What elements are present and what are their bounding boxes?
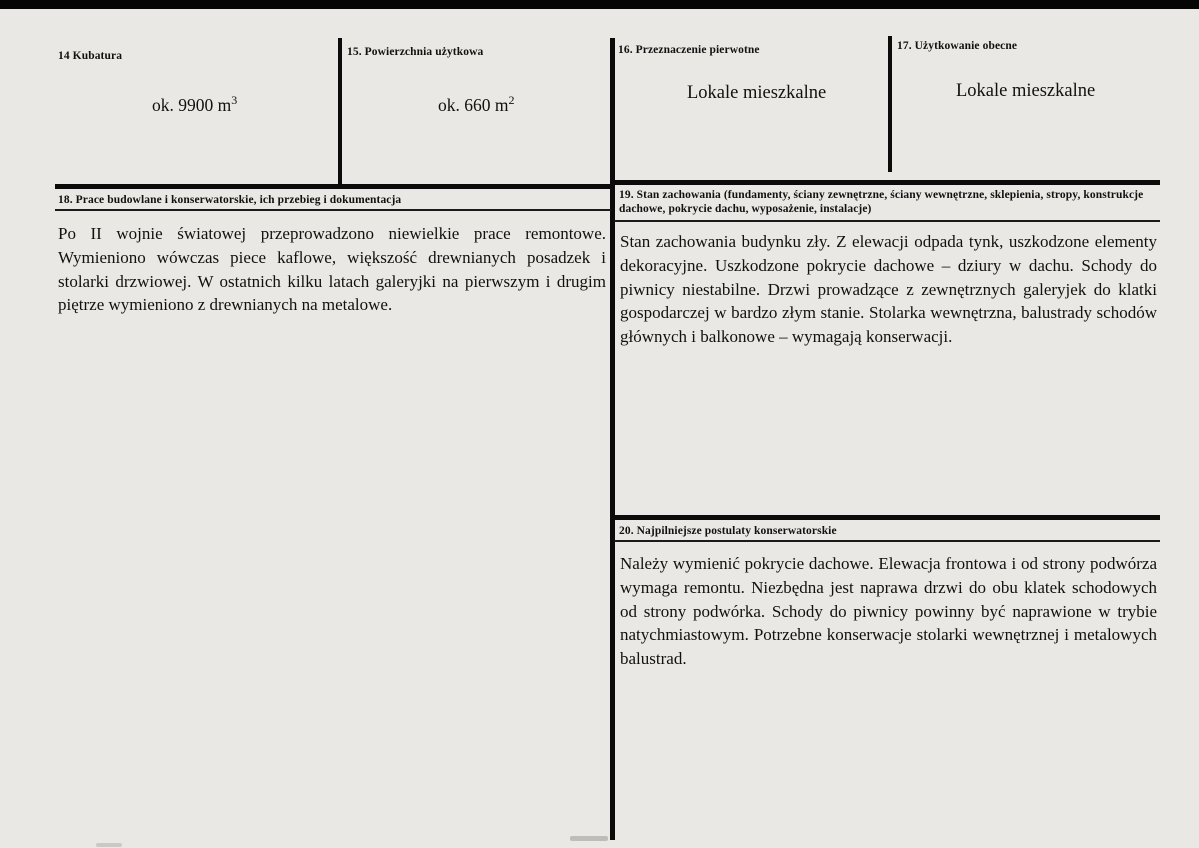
field16-value: Lokale mieszkalne xyxy=(687,83,827,103)
field14-value-sup: 3 xyxy=(231,93,238,107)
field18-label: 18. Prace budowlane i konserwatorskie, ich przebieg i dokumentacja xyxy=(58,194,402,206)
field17-label: 17. Użytkowanie obecne xyxy=(897,40,1018,52)
scan-edge-artifact-top xyxy=(0,0,1199,9)
field14-value xyxy=(152,93,237,116)
underline-section18-header xyxy=(55,209,611,211)
divider-top-row-left xyxy=(55,184,612,189)
field19-text: Stan zachowania budynku zły. Z elewacji odpada tynk, uszkodzone elementy dekoracyjne. Uszkodzone pokrycie dachowe – dziury w dachu. Schody do piwnicy niestabilne. Drzwi prowadzące z zewnętrznych galeryjek do klatki gospodarczej w bardzo złym stanie. Stolarka wewnętrzna, balustrady schodów głównych i balkonowe – wymagają konserwacji. xyxy=(620,232,1157,347)
field14-value-text: ok. 9900 m xyxy=(152,94,232,115)
scan-smudge xyxy=(570,836,608,841)
underline-section20-header xyxy=(614,540,1160,542)
field17-value: Lokale mieszkalne xyxy=(956,81,1096,101)
field20-label: 20. Najpilniejsze postulaty konserwatorskie xyxy=(619,525,837,537)
divider-top-row-right xyxy=(612,180,1160,185)
field19-label: 19. Stan zachowania (fundamenty, ściany zewnętrzne, ściany wewnętrzne, sklepienia, stropy, konstrukcje dachowe, pokrycie dachu, wyposażenie, instalacje) xyxy=(619,189,1144,216)
field15-label: 15. Powierzchnia użytkowa xyxy=(347,46,484,58)
field15-value-text: ok. 660 m xyxy=(438,94,509,115)
divider-field16-field17 xyxy=(888,36,892,172)
field16-label: 16. Przeznaczenie pierwotne xyxy=(618,44,760,56)
scan-smudge xyxy=(96,843,122,847)
field15-value xyxy=(438,93,515,116)
field20-text: Należy wymienić pokrycie dachowe. Elewacja frontowa i od strony podwórza wymaga remontu. Niezbędna jest naprawa drzwi do obu klatek schodowych od strony podwórka. Schody do piwnicy powinny być naprawione w trybie natychmiastowym. Potrzebne konserwacje stolarki wewnętrznej i metalowych balustrad. xyxy=(620,554,1157,669)
field14-label: 14 Kubatura xyxy=(58,50,123,62)
field15-value-sup: 2 xyxy=(508,93,515,107)
divider-section19-section20 xyxy=(613,515,1160,520)
divider-main-columns xyxy=(610,38,615,840)
divider-field14-field15 xyxy=(338,38,342,186)
field18-text: Po II wojnie światowej przeprowadzono niewielkie prace remontowe. Wymieniono wówczas piece kaflowe, większość drewnianych posadzek i stolarki drzwiowej. W ostatnich kilku latach galeryjki na pierwszym i drugim piętrze wymieniono z drewnianych na metalowe. xyxy=(58,224,606,315)
underline-section19-header xyxy=(614,220,1160,222)
